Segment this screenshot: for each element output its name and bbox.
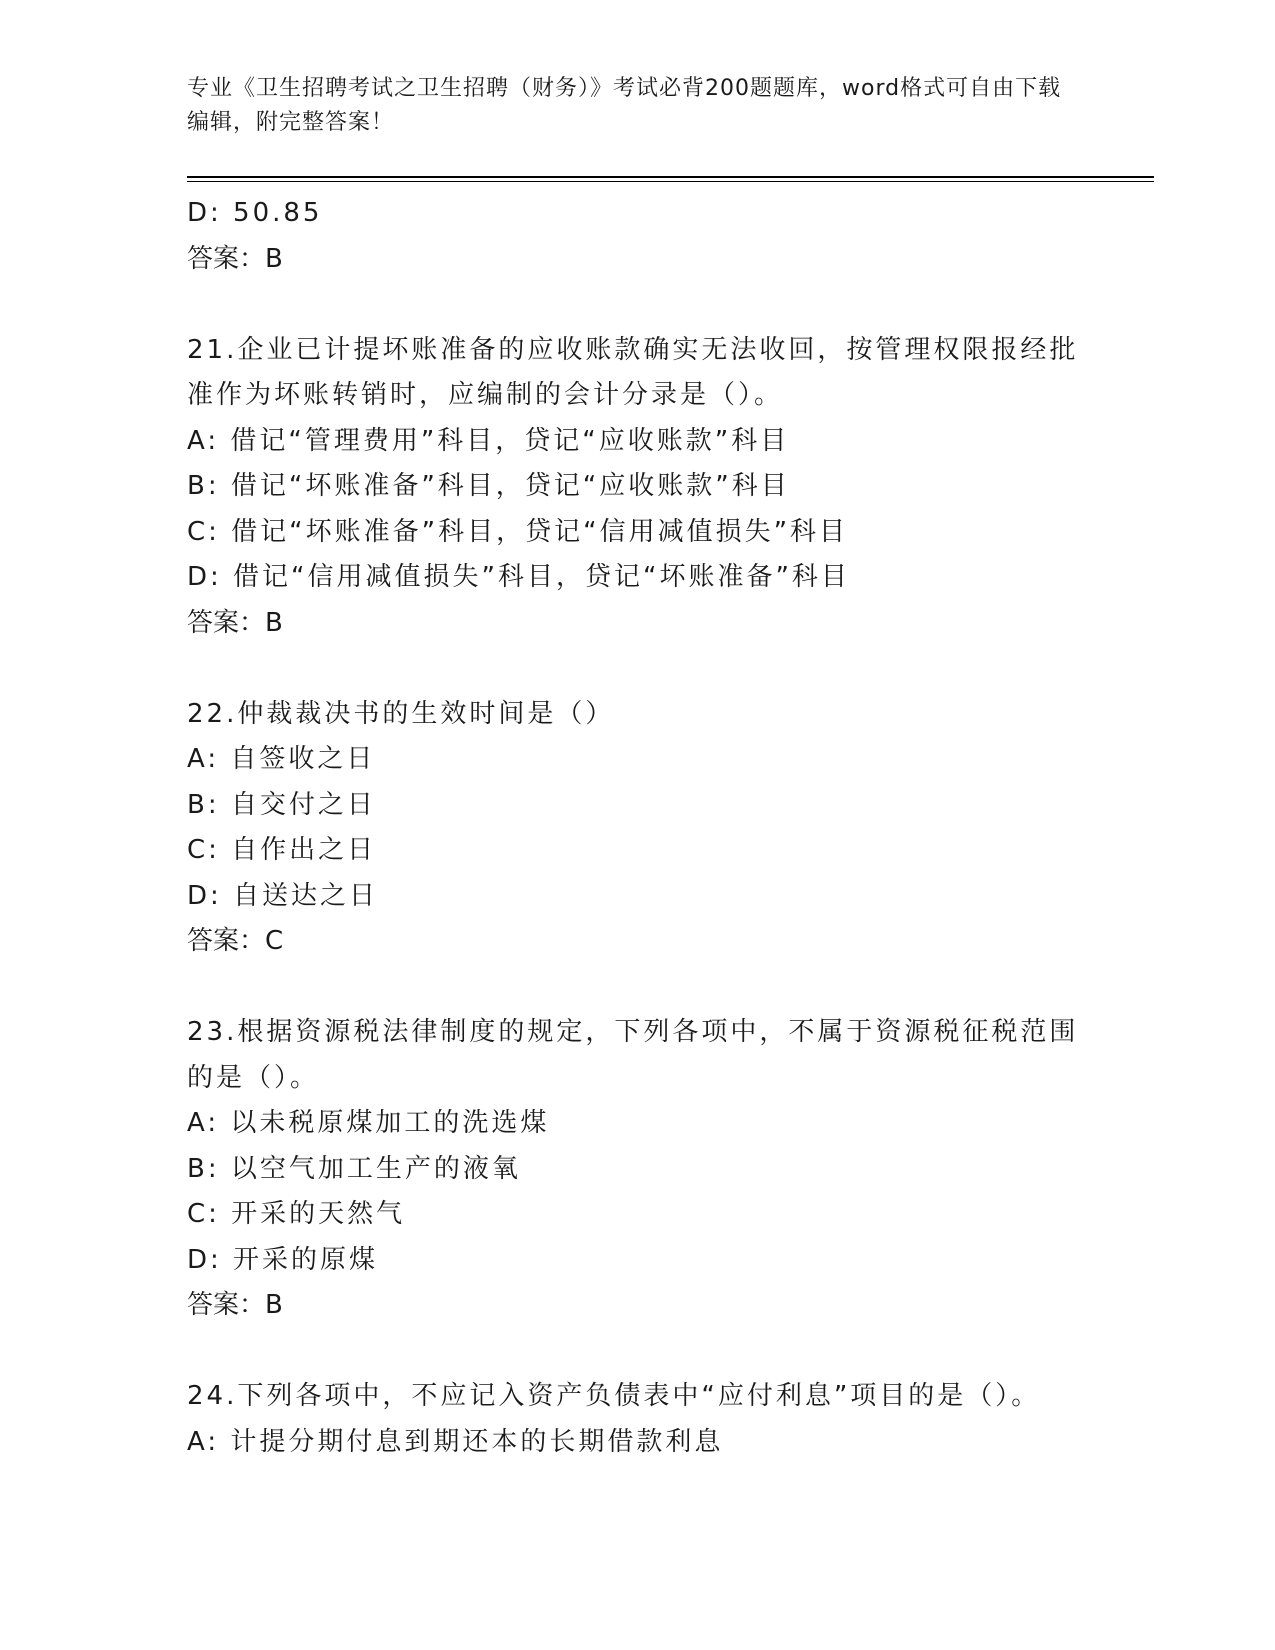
question-23 [187,1010,1087,1329]
option-d: D: 50.85 [187,198,323,228]
question-text: 的是（）。 [187,1062,320,1093]
question-21 [187,328,1087,647]
question-text: 23.根据资源税法律制度的规定，下列各项中，不属于资源税征税范围 [187,1017,1079,1047]
option-c: C: 自作出之日 [187,835,377,865]
option-a: A: 借记“管理费用”科目，贷记“应收账款”科目 [187,425,790,456]
option-b: B: 以空气加工生产的液氧 [187,1153,521,1184]
document-header: 专业《卫生招聘考试之卫生招聘（财务）》考试必背200题题库，word格式可自由下载编辑，附完整答案！ [187,76,1062,135]
answer-line: 答案：B [187,1290,283,1320]
header-divider [187,176,1154,178]
question-text: 21.企业已计提坏账准备的应收账款确实无法收回，按管理权限报经批 [187,334,1079,365]
option-d: D: 自送达之日 [187,880,379,911]
answer-line: 答案：B [187,243,283,274]
question-content [187,191,1087,1465]
option-b: B: 自交付之日 [187,789,376,820]
spacer [187,965,1087,1011]
question-text: 22.仲裁裁决书的生效时间是（） [187,698,615,729]
answer-line: 答案：B [187,607,283,638]
option-a: A: 以未税原煤加工的洗选煤 [187,1108,550,1138]
header-divider-thin [187,181,1154,182]
option-b: B: 借记“坏账准备”科目，贷记“应收账款”科目 [187,471,790,501]
option-c: C: 借记“坏账准备”科目，贷记“信用减值损失”科目 [187,516,849,547]
option-d: D: 开采的原煤 [187,1244,379,1275]
option-c: C: 开采的天然气 [187,1199,406,1229]
option-a: A: 计提分期付息到期还本的长期借款利息 [187,1426,724,1457]
spacer [187,646,1087,692]
spacer [187,1329,1087,1375]
question-text: 24.下列各项中，不应记入资产负债表中“应付利息”项目的是（）。 [187,1381,1041,1411]
option-d: D: 借记“信用减值损失”科目，贷记“坏账准备”科目 [187,562,850,592]
question-22 [187,692,1087,965]
spacer [187,282,1087,328]
question-text: 准作为坏账转销时，应编制的会计分录是（）。 [187,380,784,410]
question-24 [187,1374,1087,1465]
answer-line: 答案：C [187,926,284,956]
option-a: A: 自签收之日 [187,744,376,774]
